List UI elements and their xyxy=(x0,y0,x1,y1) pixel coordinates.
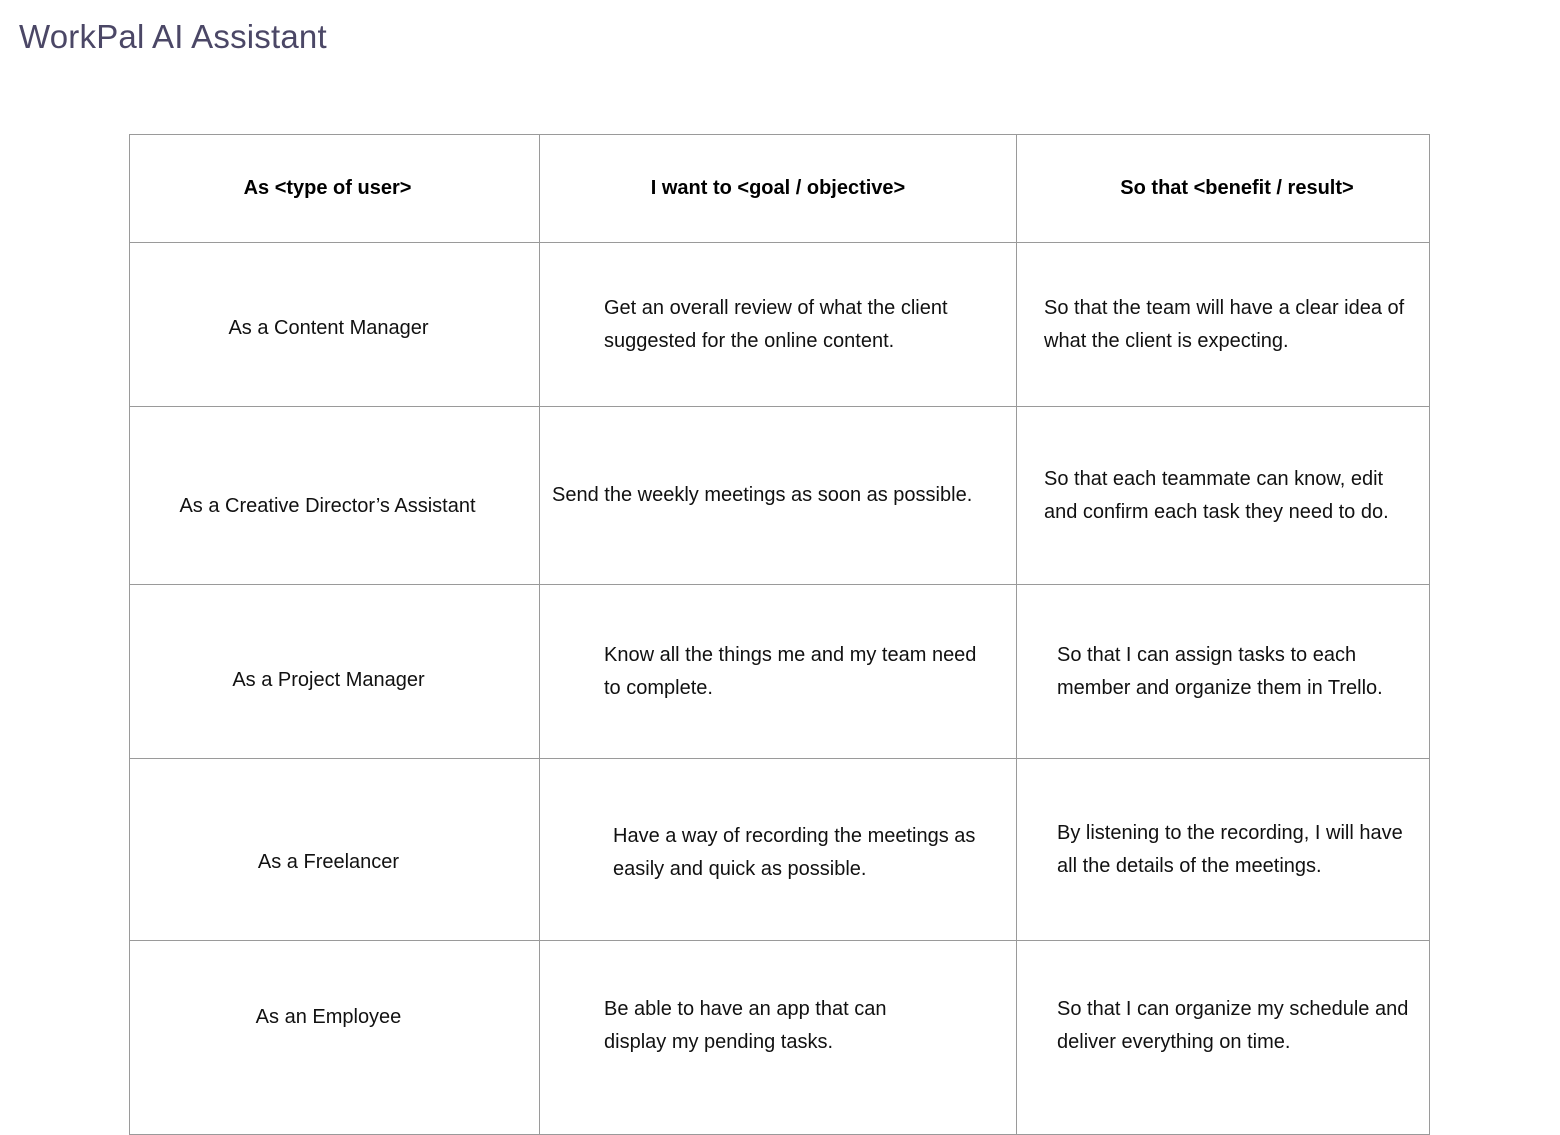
user-type-cell: As a Creative Director’s Assistant xyxy=(130,407,540,585)
table-row xyxy=(130,585,1430,759)
table-row xyxy=(130,243,1430,407)
user-type-cell: As a Freelancer xyxy=(130,759,540,941)
goal-cell: Send the weekly meetings as soon as possible. xyxy=(540,407,1017,585)
goal-cell: Be able to have an app that can display my pending tasks. xyxy=(540,941,1017,1135)
table-header-row xyxy=(130,135,1430,243)
header-user-type: As <type of user> xyxy=(130,135,540,243)
benefit-cell: By listening to the recording, I will have all the details of the meetings. xyxy=(1017,759,1430,941)
user-stories-table xyxy=(129,134,1430,1135)
header-goal: I want to <goal / objective> xyxy=(540,135,1017,243)
page-title: WorkPal AI Assistant xyxy=(19,18,327,55)
header-benefit: So that <benefit / result> xyxy=(1017,135,1430,243)
table-row xyxy=(130,407,1430,585)
user-type-cell: As an Employee xyxy=(130,941,540,1135)
benefit-cell: So that each teammate can know, edit and confirm each task they need to do. xyxy=(1017,407,1430,585)
goal-cell: Know all the things me and my team need to complete. xyxy=(540,585,1017,759)
benefit-cell: So that I can assign tasks to each member and organize them in Trello. xyxy=(1017,585,1430,759)
goal-cell: Have a way of recording the meetings as easily and quick as possible. xyxy=(540,759,1017,941)
benefit-cell: So that I can organize my schedule and deliver everything on time. xyxy=(1017,941,1430,1135)
benefit-cell: So that the team will have a clear idea of what the client is expecting. xyxy=(1017,243,1430,407)
table-row xyxy=(130,941,1430,1135)
user-type-cell: As a Content Manager xyxy=(130,243,540,407)
user-type-cell: As a Project Manager xyxy=(130,585,540,759)
table-row xyxy=(130,759,1430,941)
goal-cell: Get an overall review of what the client suggested for the online content. xyxy=(540,243,1017,407)
